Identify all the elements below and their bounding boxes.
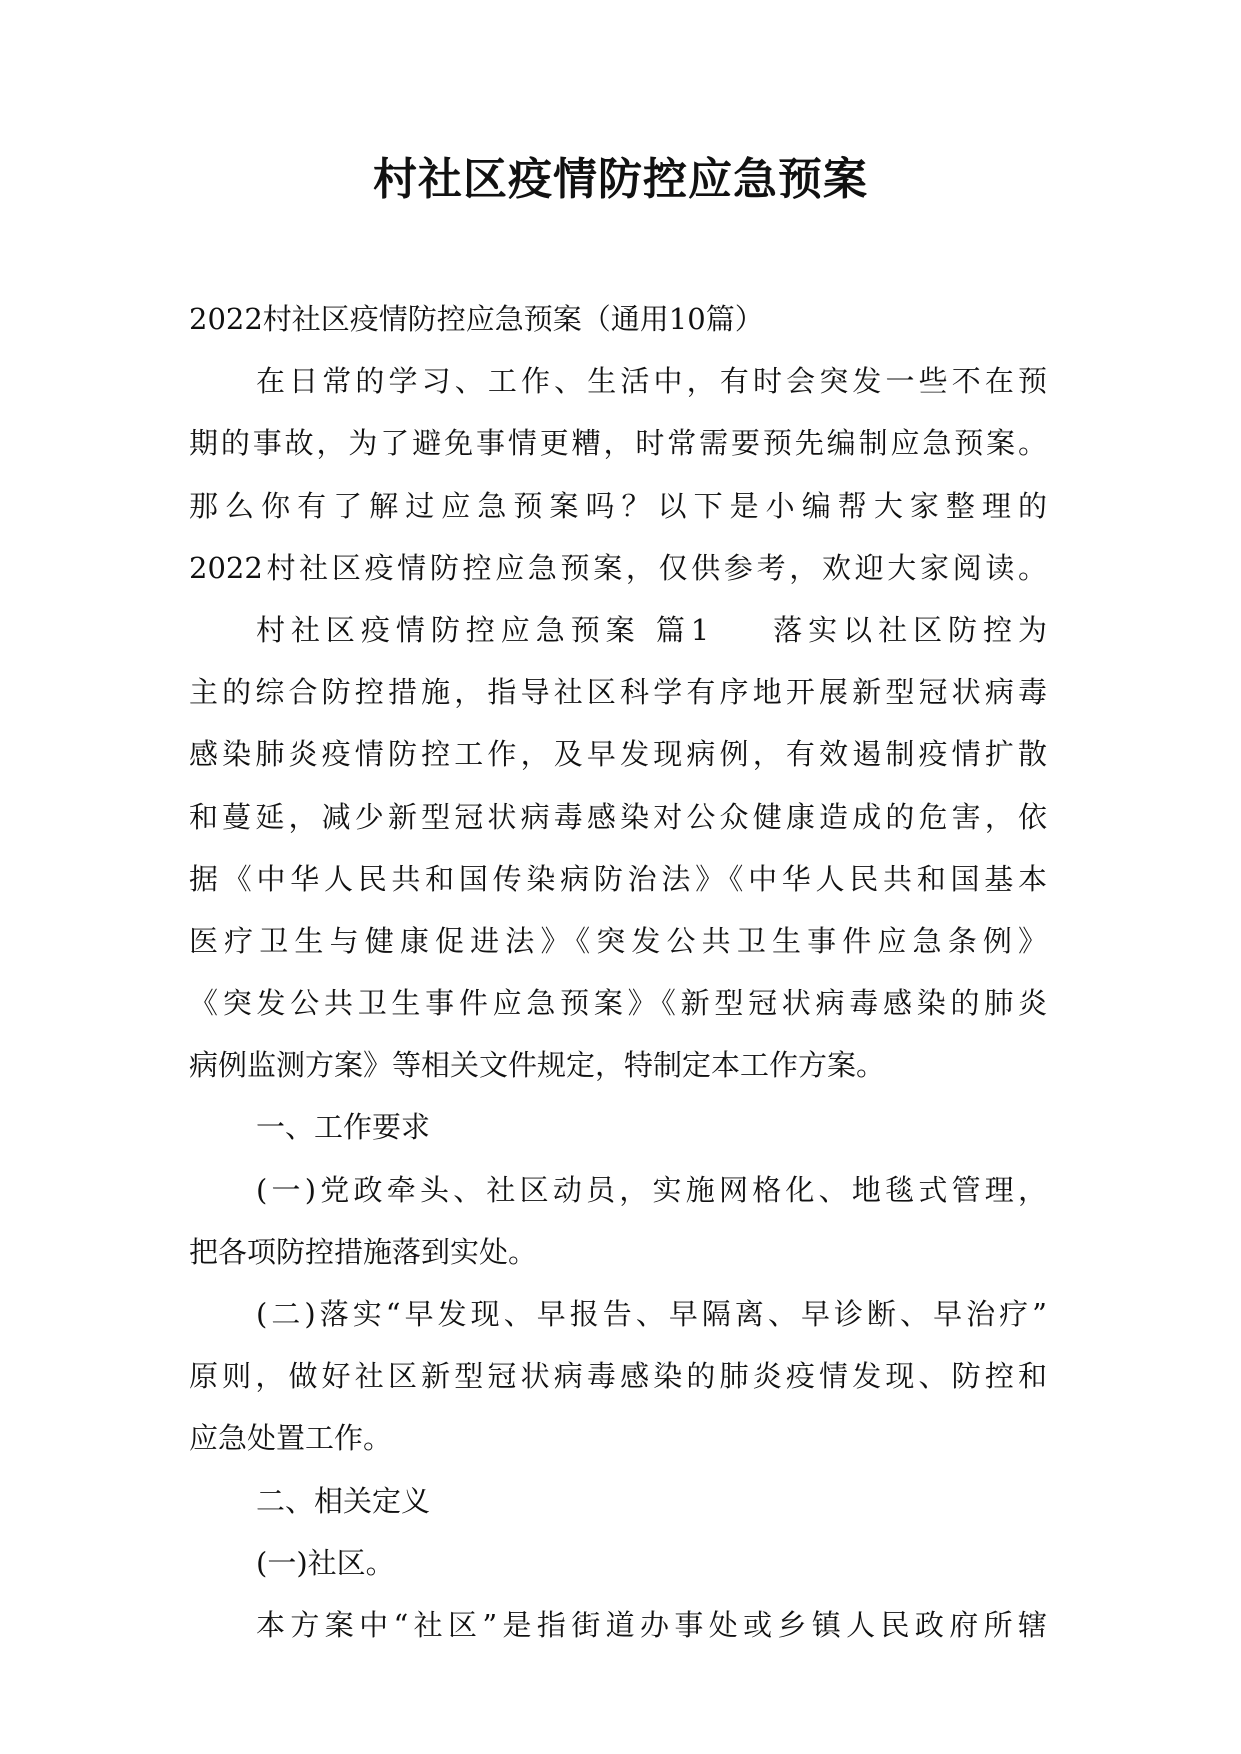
subsection-heading: (一)社区。 [256,1545,395,1580]
paragraph-line: (二)落实“早发现、早报告、早隔离、早诊断、早治疗” [256,1297,1047,1331]
paragraph-line: (一)党政牵头、社区动员，实施网格化、地毯式管理， [256,1172,1047,1207]
paragraph-line: 医疗卫生与健康促进法》《突发公共卫生事件应急条例》 [189,923,1047,958]
paragraph-line: 把各项防控措施落到实处。 [189,1234,538,1269]
paragraph-line: 2022村社区疫情防控应急预案，仅供参考，欢迎大家阅读。 [189,550,1047,585]
paragraph-line: 《突发公共卫生事件应急预案》《新型冠状病毒感染的肺炎 [189,986,1047,1021]
section-heading-line [189,599,1047,661]
paragraph-line: 那么你有了解过应急预案吗？以下是小编帮大家整理的 [189,488,1047,523]
paragraph-line: 期的事故，为了避免事情更糟，时常需要预先编制应急预案。 [189,426,1047,461]
paragraph-line: 感染肺炎疫情防控工作，及早发现病例，有效遏制疫情扩散 [189,737,1047,772]
paragraph-line: 本方案中“社区”是指街道办事处或乡镇人民政府所辖 [256,1607,1047,1642]
section-heading: 村社区疫情防控应急预案 篇1 [256,612,710,647]
paragraph-line: 据《中华人民共和国传染病防治法》《中华人民共和国基本 [189,861,1047,896]
document-body [189,288,1047,1656]
paragraph-line: 病例监测方案》等相关文件规定，特制定本工作方案。 [189,1048,886,1083]
paragraph-line: 应急处置工作。 [189,1421,393,1456]
document-subtitle-line: 2022村社区疫情防控应急预案（通用10篇） [189,302,764,336]
paragraph-line: 原则，做好社区新型冠状病毒感染的肺炎疫情发现、防控和 [189,1359,1047,1394]
section-heading: 一、工作要求 [256,1110,431,1145]
paragraph-line: 在日常的学习、工作、生活中，有时会突发一些不在预 [256,364,1047,399]
paragraph-text: 落实以社区防控为 [767,612,1047,647]
paragraph-line: 和蔓延，减少新型冠状病毒感染对公众健康造成的危害，依 [189,799,1047,834]
document-title: 村社区疫情防控应急预案 [373,154,868,205]
paragraph-line: 主的综合防控措施，指导社区科学有序地开展新型冠状病毒 [189,675,1047,710]
section-heading: 二、相关定义 [256,1483,431,1518]
